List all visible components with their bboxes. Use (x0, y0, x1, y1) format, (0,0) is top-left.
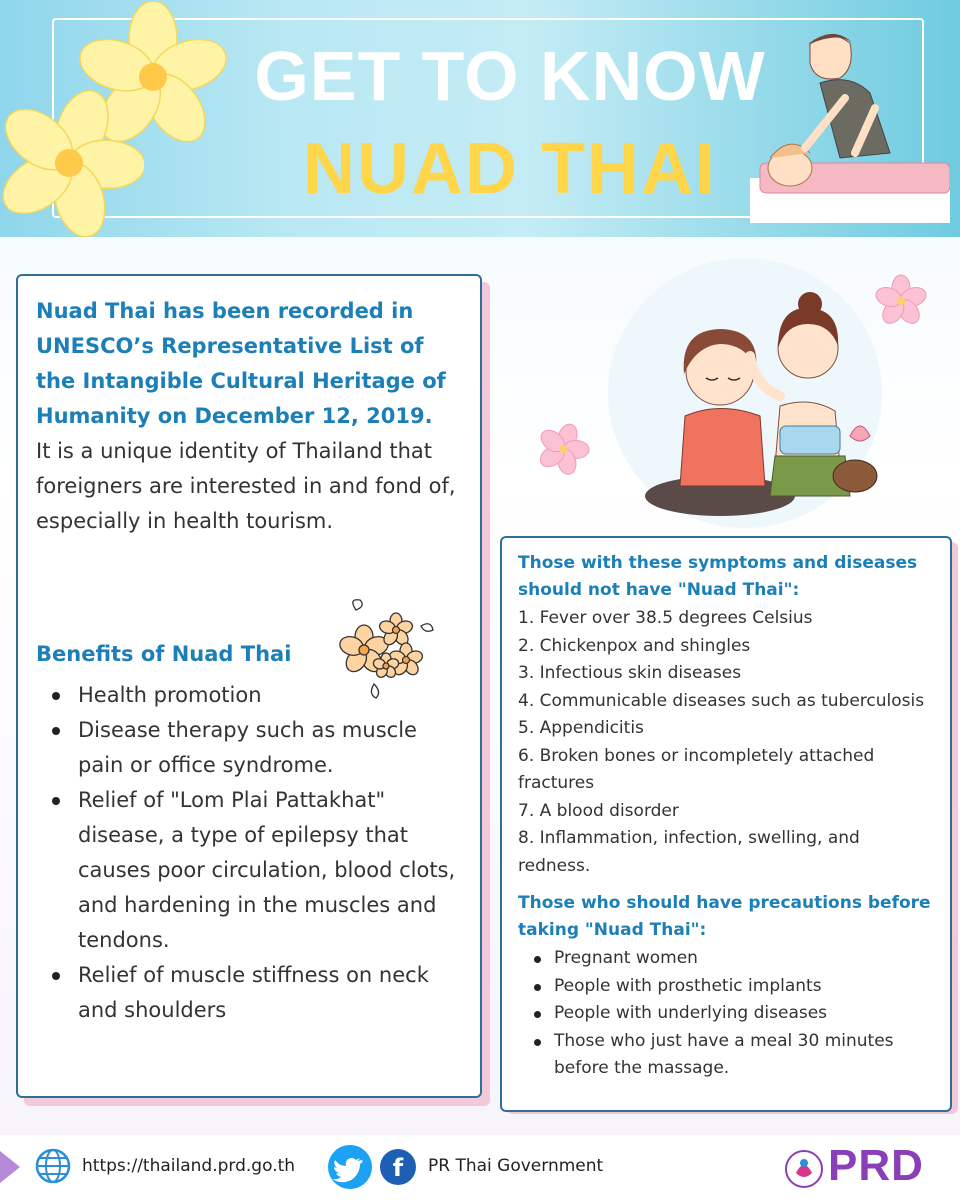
precautions-list (554, 945, 936, 1083)
massage-illustration (750, 28, 950, 223)
header-banner (0, 0, 960, 237)
globe-icon (34, 1147, 72, 1185)
play-arrow-icon (0, 1151, 20, 1183)
list-item: Disease therapy such as muscle pain or office syndrome. (76, 713, 466, 783)
prd-logo-text: PRD (828, 1141, 924, 1190)
twitter-icon[interactable] (328, 1145, 372, 1189)
list-item: People with underlying diseases (554, 1000, 936, 1028)
list-item: 6. Broken bones or incompletely attached fractures (518, 745, 875, 793)
contraindications-card (500, 536, 952, 1112)
symptoms-list (518, 605, 936, 880)
list-item: People with prosthetic implants (554, 973, 936, 1001)
list-item: 4. Communicable diseases such as tuberculosis (518, 690, 925, 711)
pink-flower-icon (872, 272, 930, 330)
intro-card (16, 274, 482, 1098)
list-item: 5. Appendicitis (518, 718, 644, 738)
website-link[interactable]: https://thailand.prd.go.th (82, 1156, 296, 1176)
precautions-title: Those who should have precautions before taking "Nuad Thai": (518, 893, 931, 940)
pink-flower-icon (534, 420, 592, 478)
list-item: Pregnant women (554, 945, 936, 973)
symptoms-title: Those with these symptoms and diseases should not have "Nuad Thai": (518, 553, 918, 600)
benefits-title: Benefits of Nuad Thai (36, 642, 292, 666)
title-line-2: NUAD THAI (303, 129, 717, 209)
footer (0, 1135, 960, 1200)
twitter-bird-icon (328, 1145, 372, 1189)
list-item: Health promotion (76, 678, 466, 713)
list-item: 8. Inflammation, infection, swelling, and redness. (518, 828, 860, 876)
list-item: 1. Fever over 38.5 degrees Celsius (518, 608, 813, 628)
intro-heading: Nuad Thai has been recorded in UNESCO’s Representative List of the Intangible Cultural Heritage of Humanity on December 12, 2019. (36, 299, 446, 428)
list-item: 7. A blood disorder (518, 800, 679, 821)
list-item: 2. Chickenpox and shingles (518, 635, 751, 656)
facebook-icon[interactable]: f (380, 1149, 416, 1185)
list-item: 3. Infectious skin diseases (518, 663, 742, 683)
intro-text: It is a unique identity of Thailand that foreigners are interested in and fond of, especially in health tourism. (36, 439, 456, 533)
list-item: Relief of "Lom Plai Pattakhat" disease, a type of epilepsy that causes poor circulation, blood clots, and hardening in the muscles and tendons. (76, 783, 466, 958)
benefits-list (76, 678, 466, 1028)
list-item: Relief of muscle stiffness on neck and shoulders (76, 958, 466, 1028)
plumeria-flower-icon (0, 88, 144, 237)
thai-massage-illustration (640, 286, 880, 526)
facebook-page-name[interactable]: PR Thai Government (428, 1156, 604, 1176)
title-line-1: GET TO KNOW (254, 37, 766, 115)
list-item: Those who just have a meal 30 minutes before the massage. (554, 1028, 936, 1083)
